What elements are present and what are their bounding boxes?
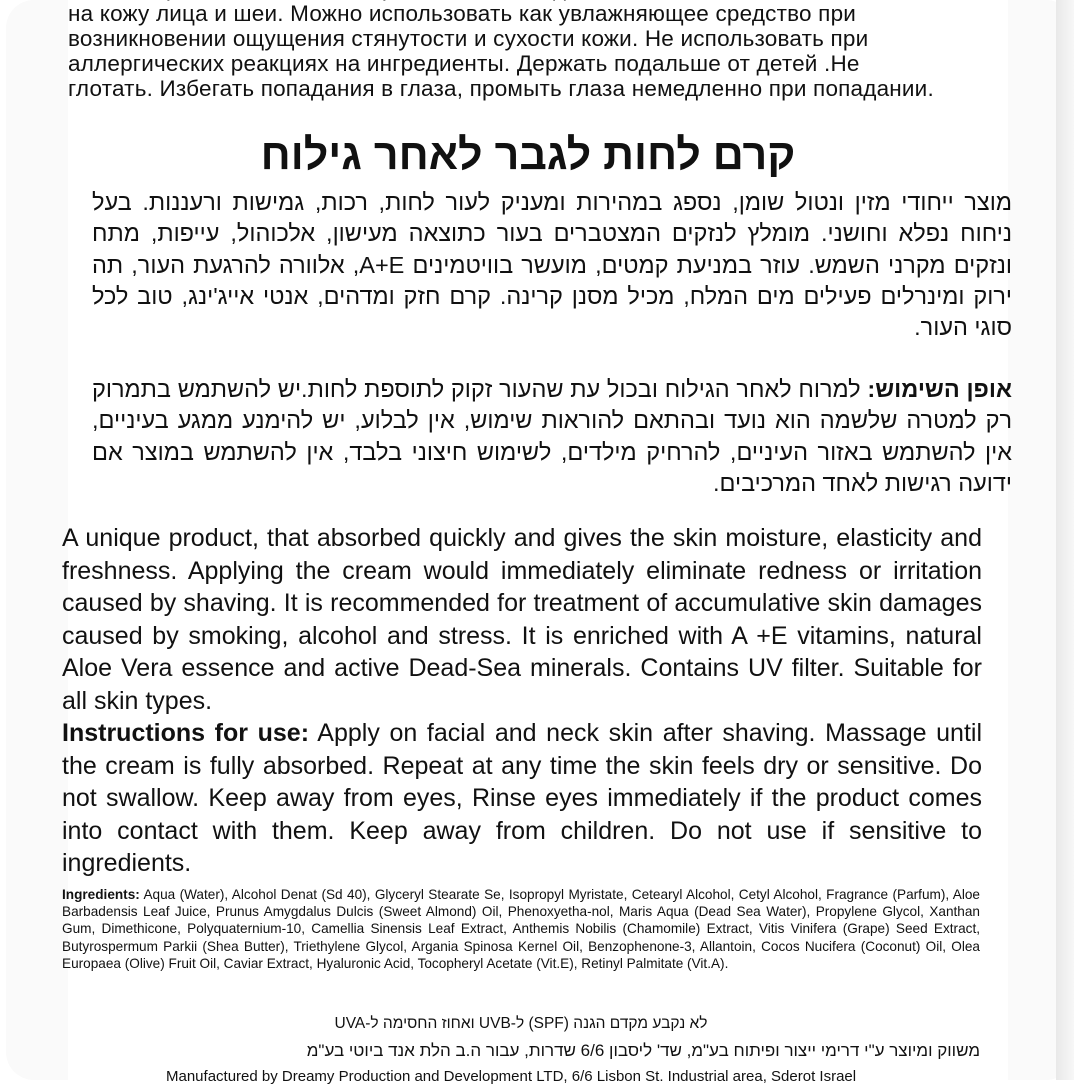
- marketed-by: משווק ומיוצר ע"י דרימי ייצור ופיתוח בע"מ, שד' ליסבון 6/6 שדרות, עבור ה.ב הלת אנד ביוטי בע"מ: [306, 1041, 980, 1060]
- ingredients-list: [62, 886, 980, 972]
- hebrew-usage-label: אופן השימוש:: [867, 376, 1012, 402]
- hebrew-product-title: קרם לחות לגבר לאחר גילוח: [260, 131, 796, 179]
- manufactured-by: Manufactured by Dreamy Production and Development LTD, 6/6 Lisbon St. Industrial area, Sderot Israel: [166, 1068, 857, 1085]
- russian-instructions: [68, 0, 988, 101]
- hebrew-description: מוצר ייחודי מזין ונטול שומן, נספג במהירות ומעניק לעור לחות, רכות, גמישות ורעננות. בעל ניחוח נפלא וחושני. מומלץ לנזקים המצטברים בעור כתוצאה מעישון, אלכוהול, עייפות, מתח ונזקים מקרני השמש. עוזר במניעת קמטים, מועשר בוויטמינים A+E, אלוורה להרגעת העור, תה ירוק ומינרלים פעילים מים המלח, מכיל מסנן קרינה. קרם חזק ומדהים, אנטי אייג'ינג, טוב לכל סוגי העור.: [92, 189, 1012, 341]
- ingredients-label: Ingredients:: [62, 887, 140, 902]
- hebrew-usage: [92, 374, 1012, 499]
- ingredients-text: Aqua (Water), Alcohol Denat (Sd 40), Glyceryl Stearate Se, Isopropyl Myristate, Cetearyl Alcohol, Cetyl Alcohol, Fragrance (Parfum), Aloe Barbadensis Leaf Juice, Prunus Amygdalus Dulcis (Sweet Almond) Oil, Phenoxyetha-nol, Maris Aqua (Dead Sea Water), Propylene Glycol, Xanthan Gum, Dimethicone, Polyquaternium-10, Camellia Sinensis Leaf Extract, Anthemis Nobilis (Chamomile) Extract, Vitis Vinifera (Grape) Seed Extract, Butyrospermum Parkii (Shea Butter), Triethylene Glycol, Argania Spinosa Kernel Oil, Benzophenone-3, Allantoin, Cocos Nucifera (Coconut) Oil, Olea Europaea (Olive) Fruit Oil, Caviar Extract, Hyaluronic Acid, Tocopheryl Acetate (Vit.E), Retinyl Palmitate (Vit.A).: [62, 887, 980, 971]
- russian-line: возникновении ощущения стянутости и сухости кожи. Не использовать при: [68, 26, 869, 51]
- english-usage: [62, 717, 982, 880]
- russian-line: на кожу лица и шеи. Можно использовать как увлажняющее средство при: [68, 1, 857, 26]
- hebrew-usage-text: למרוח לאחר הגילוח ובכול עת שהעור זקוק לתוספת לחות.יש להשתמש בתמרוק רק למטרה שלשמה הוא נועד ובהתאם להוראות שימוש, אין לבלוע, יש להימנע ממגע בעיניים, אין להשתמש באזור העיניים, להרחיק מילדים, לשימוש חיצוני בלבד, אין להשתמש במוצר אם ידועה רגישות לאחד המרכיבים.: [92, 376, 1012, 496]
- english-description: A unique product, that absorbed quickly and gives the skin moisture, elasticity and freshness. Applying the cream would immediately eliminate redness or irritation caused by shaving. It is recommended for treatment of accumulative skin damages caused by smoking, alcohol and stress. It is enriched with A +E vitamins, natural Aloe Vera essence and active Dead-Sea minerals. Contains UV filter. Suitable for all skin types.: [62, 524, 982, 715]
- box-edge-shadow: [1056, 0, 1074, 1080]
- product-box-photo: [6, 0, 1074, 1085]
- russian-line: аллергических реакциях на ингредиенты. Держать подальше от детей .Не: [68, 51, 860, 76]
- english-usage-label: Instructions for use:: [62, 719, 310, 747]
- spf-note: לא נקבע מקדם הגנה (SPF) ל-UVB ואחוז החסימה ל-UVA: [334, 1015, 708, 1032]
- russian-line: глотать. Избегать попадания в глаза, промыть глаза немедленно при попадании.: [68, 76, 934, 101]
- english-usage-text: Apply on facial and neck skin after shaving. Massage until the cream is fully absorbed. Repeat at any time the skin feels dry or sensitive. Do not swallow. Keep away from eyes, Rinse eyes immediately if the product comes into contact with them. Keep away from children. Do not use if sensitive to ingredients.: [62, 719, 982, 877]
